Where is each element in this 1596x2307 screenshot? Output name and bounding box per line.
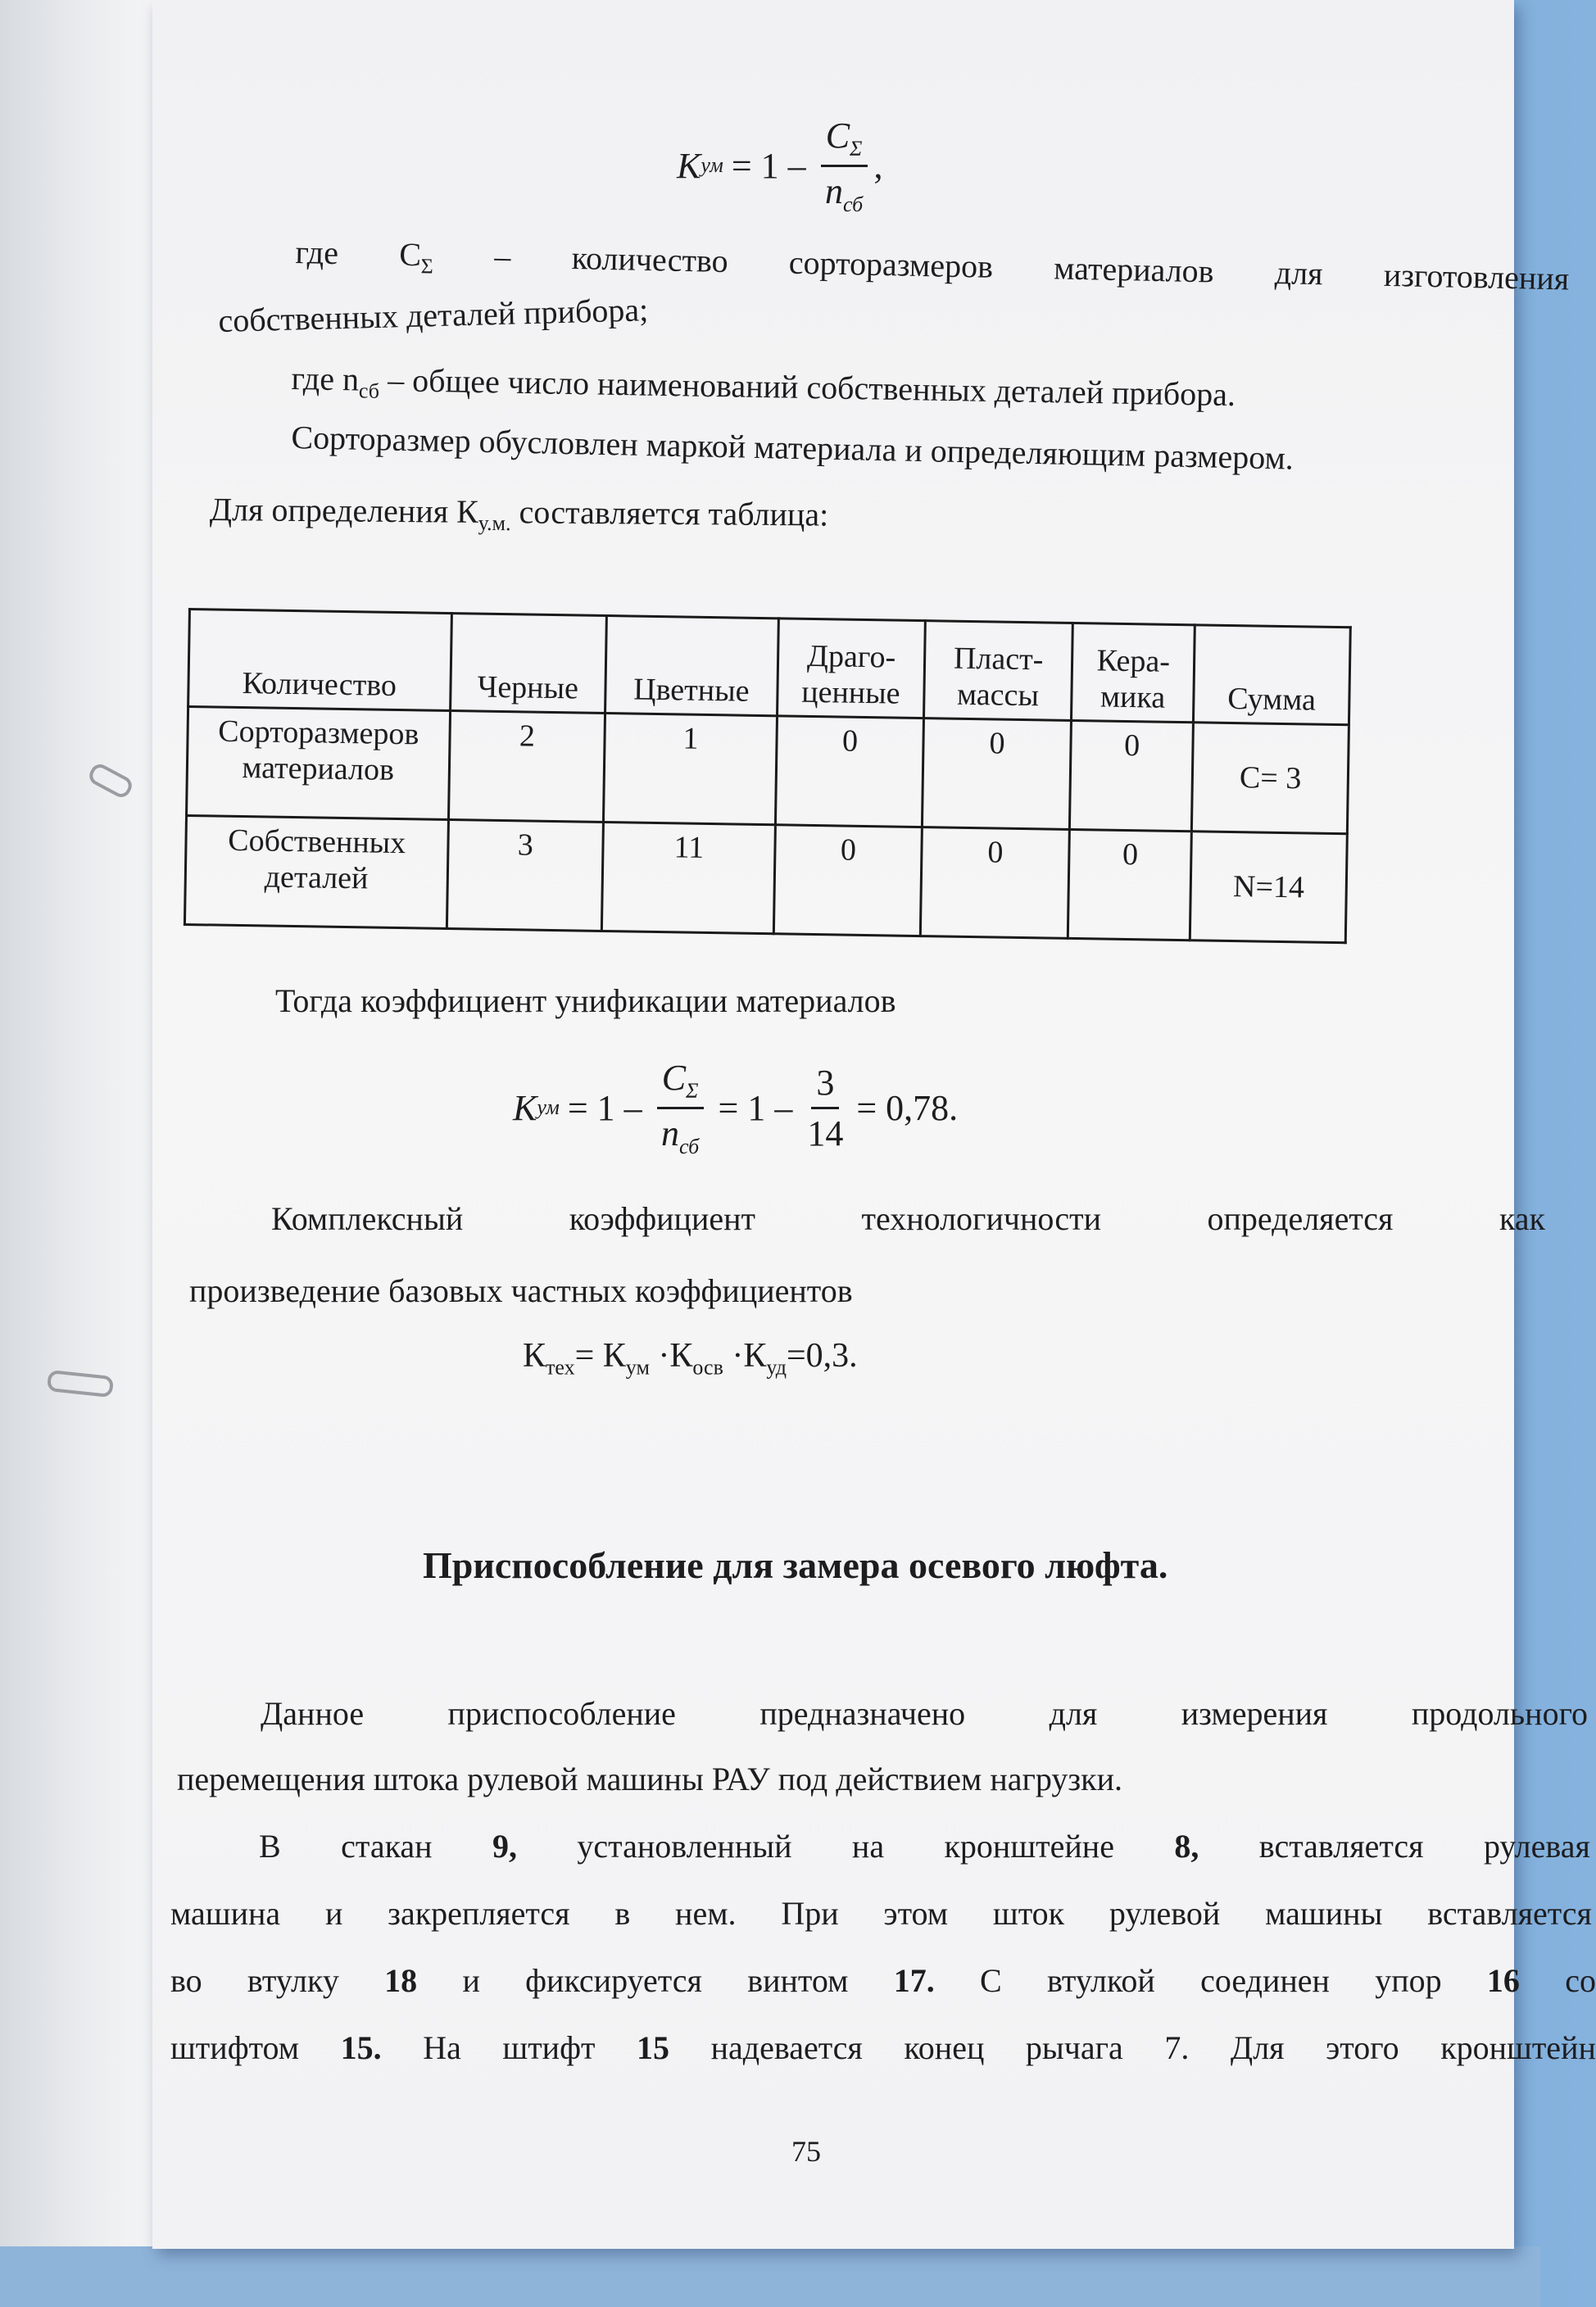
word: этом (883, 1895, 949, 1932)
word: кронштейн (1440, 2029, 1596, 2066)
header-cell: Черные (450, 614, 606, 714)
fraction-numerator: C (661, 1058, 687, 1098)
paragraph-then: Тогда коэффициент унификации материалов (275, 982, 896, 1019)
paragraph-table-intro (210, 492, 829, 538)
word: 9, (492, 1828, 517, 1865)
word: предназначено (759, 1695, 966, 1732)
word: С (979, 1962, 1002, 1999)
table-cell: 0 (773, 825, 923, 936)
word: и (462, 1962, 480, 1999)
header-cell: Цветные (605, 616, 778, 716)
def2-prefix: где n (291, 360, 360, 398)
word: материалов (1053, 249, 1215, 290)
formula-k-um (677, 115, 883, 217)
word: продольного (1411, 1695, 1588, 1732)
kteh-e: =0,3. (786, 1337, 858, 1375)
kteh-b: = К (574, 1337, 626, 1375)
kteh-a: К (523, 1337, 546, 1375)
header-cell: Драго- ценные (777, 619, 925, 718)
word: количество (571, 239, 729, 280)
table-cell: 0 (923, 718, 1072, 830)
kteh-a-sub: тех (546, 1355, 575, 1380)
fraction-numerator-sub: Σ (686, 1078, 699, 1103)
intro-sub: у.м. (478, 510, 511, 536)
formula-k-um-result (513, 1057, 958, 1159)
paragraph-device-line-2: перемещения штока рулевой машины РАУ под действием нагрузки. (177, 1761, 1123, 1797)
table-cell: 2 (448, 711, 605, 823)
formula-eq: = 1 – (731, 145, 806, 186)
formula-eq: = 1 – (567, 1087, 642, 1128)
word: где (295, 233, 339, 272)
word: конец (904, 2029, 985, 2066)
kteh-c: ·К (649, 1337, 693, 1375)
table-row (187, 707, 1349, 834)
word: втулкой (1046, 1962, 1155, 1999)
word: и (324, 1895, 343, 1932)
word: В (259, 1828, 281, 1865)
formula-tail: , (873, 145, 883, 186)
header-cell: Количество (188, 610, 451, 711)
word: в (614, 1895, 631, 1932)
word: сорторазмеров (788, 243, 994, 285)
word: 7. (1164, 2029, 1190, 2066)
kteh-b-sub: ум (625, 1355, 650, 1380)
word: соединен (1200, 1962, 1330, 1999)
word: нем. (675, 1895, 737, 1932)
kteh-d-sub: уд (766, 1355, 787, 1380)
word: C (398, 235, 422, 274)
header-cell: Пласт- массы (924, 621, 1072, 721)
word: приспособление (447, 1695, 676, 1732)
word: фиксируется (525, 1962, 702, 1999)
kteh-d: ·К (723, 1337, 767, 1375)
table-cell: 0 (1068, 829, 1192, 940)
paragraph-sortorazmer: Сорторазмер обусловлен маркой материала и определяющим размером. (291, 419, 1294, 477)
word: вставляется (1427, 1895, 1592, 1932)
document-page (152, 0, 1596, 2249)
word: Для (1230, 2029, 1285, 2066)
word: надевается (710, 2029, 863, 2066)
formula-eq: = 1 – (718, 1087, 793, 1128)
fraction-denominator: 14 (807, 1113, 844, 1154)
word: машина (170, 1895, 281, 1932)
paragraph-device-line-1 (261, 1696, 1588, 1732)
word: определяется (1207, 1200, 1394, 1237)
page-content (152, 0, 1596, 2249)
word: установленный (577, 1828, 792, 1865)
word: Комплексный (271, 1200, 464, 1237)
row-label: Собственных деталей (184, 815, 448, 928)
table-cell: 0 (775, 716, 924, 827)
kteh-c-sub: осв (692, 1355, 723, 1380)
table-cell: 3 (447, 820, 604, 931)
word: шток (992, 1895, 1065, 1932)
table-cell: 0 (1069, 720, 1194, 831)
word: измерения (1181, 1695, 1328, 1732)
fraction-numerator: 3 (811, 1062, 839, 1109)
intro-text: Для определения К (209, 491, 478, 530)
paragraph-glass-line-4 (170, 2030, 1596, 2066)
fraction-numerator: C (825, 116, 850, 156)
word: во (170, 1962, 202, 1999)
background-surface (0, 2246, 1540, 2307)
fraction-denominator-sub: сб (842, 192, 864, 216)
materials-table (184, 608, 1352, 944)
word: упор (1375, 1962, 1442, 1999)
word: закрепляется (388, 1895, 570, 1932)
word: кронштейне (944, 1828, 1114, 1865)
word: машины (1265, 1895, 1383, 1932)
formula-lhs-sub: ум (537, 1095, 560, 1120)
word: Данное (261, 1695, 365, 1732)
row-label: Сорторазмеров материалов (187, 707, 451, 820)
word: 17. (893, 1962, 935, 1999)
table-cell: 0 (921, 827, 1070, 939)
word: для (1049, 1695, 1098, 1732)
word: винтом (747, 1962, 849, 1999)
word: 18 (384, 1962, 418, 1999)
formula-lhs-sub: ум (701, 153, 723, 178)
binder-cover (0, 0, 164, 2307)
word: На (423, 2029, 461, 2066)
table-cell: C= 3 (1192, 723, 1349, 834)
fraction-denominator: n (824, 170, 843, 211)
header-cell: Кера- мика (1071, 623, 1195, 722)
word: этого (1326, 2029, 1399, 2066)
word: на (851, 1828, 885, 1865)
definition-line-2 (291, 360, 1236, 419)
word: как (1499, 1200, 1545, 1237)
word: со (1565, 1962, 1596, 1999)
word: стакан (341, 1828, 433, 1865)
fraction-denominator: n (660, 1113, 679, 1154)
table-cell: 11 (601, 822, 775, 933)
formula-fraction (821, 115, 868, 217)
word: штифт (502, 2029, 596, 2066)
paragraph-glass-line-2 (170, 1896, 1592, 1932)
word: 16 (1486, 1962, 1520, 1999)
definition-line-1-cont: собственных деталей прибора; (217, 291, 649, 339)
word: для (1274, 254, 1324, 292)
word: втулку (247, 1962, 339, 1999)
paragraph-glass-line-3 (170, 1963, 1596, 1999)
word: – (493, 238, 511, 275)
paragraph-glass-line-1 (259, 1829, 1590, 1865)
formula-fraction (657, 1057, 704, 1159)
page-number: 75 (791, 2135, 821, 2168)
paragraph-complex-line-1 (271, 1201, 1545, 1237)
def2-sub: сб (358, 378, 380, 403)
section-heading: Приспособление для замера осевого люфта. (423, 1544, 1168, 1586)
intro-rest: составляется таблица: (510, 493, 829, 533)
formula-result: = 0,78. (856, 1087, 959, 1128)
word: 15 (637, 2029, 670, 2066)
table-row (184, 815, 1347, 942)
word: При (781, 1895, 839, 1932)
word: вставляется (1258, 1828, 1424, 1865)
table-cell: N=14 (1190, 832, 1348, 943)
word: рычага (1025, 2029, 1123, 2066)
fraction-denominator-sub: сб (678, 1134, 700, 1158)
table-cell: 1 (604, 714, 778, 825)
formula-kteh (523, 1337, 858, 1380)
formula-lhs: K (513, 1087, 537, 1128)
fraction-numerator-sub: Σ (850, 136, 863, 161)
formula-fraction-numeric (807, 1062, 843, 1154)
table-header-row (188, 610, 1351, 725)
word: рулевой (1109, 1895, 1221, 1932)
definition-line-1: где $C_\Sigma$ – количество сорторазмеров материалов для изготовления (295, 234, 1570, 302)
def2-rest: – общее число наименований собственных деталей прибора. (379, 360, 1236, 414)
formula-lhs: K (677, 145, 701, 186)
word: рулевая (1483, 1828, 1590, 1865)
word: коэффициент (569, 1200, 756, 1237)
word: 8, (1174, 1828, 1199, 1865)
word: технологичности (861, 1200, 1102, 1237)
header-cell: Сумма (1194, 625, 1350, 725)
paragraph-complex-line-2: произведение базовых частных коэффициентов (189, 1272, 853, 1309)
word: изготовления (1383, 256, 1570, 297)
word: 15. (340, 2029, 382, 2066)
word: штифтом (170, 2029, 300, 2066)
